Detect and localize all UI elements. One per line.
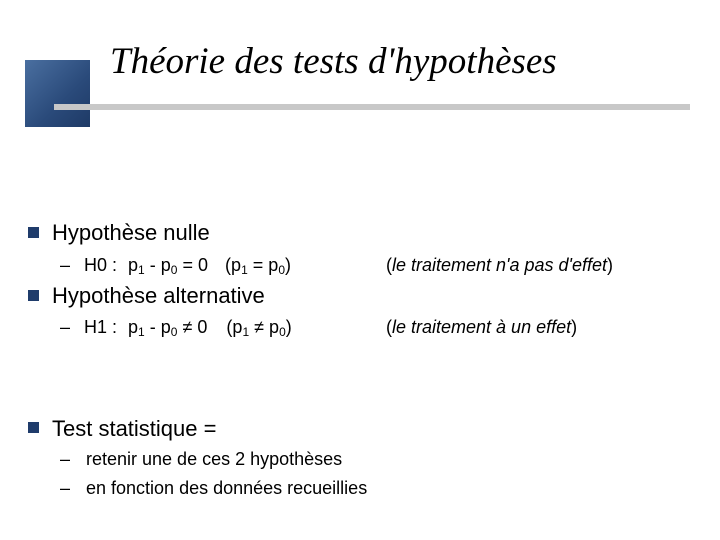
title-decoration-square: [25, 60, 90, 127]
square-bullet-icon: [28, 227, 39, 238]
h1-equation: $p_1 - p_0 \ne 0$: [128, 317, 208, 339]
h1-interpretation: (le traitement à un effet): [386, 317, 578, 337]
en-dash-icon: –: [60, 317, 71, 337]
h0-label: H0 :: [84, 255, 118, 275]
en-dash-icon: –: [60, 255, 71, 275]
h0-equivalent: $(p_1 = p_0)$: [225, 255, 291, 277]
h0-equation: $p_1 - p_0 = 0$: [128, 255, 209, 277]
bullet-alternative-hypothesis: Hypothèse alternative: [52, 283, 265, 308]
h1-label: H1 :: [84, 317, 118, 337]
title-underline: [54, 104, 690, 110]
bullet-test-statistic: Test statistique =: [52, 416, 217, 441]
slide-title: Théorie des tests d'hypothèses: [110, 41, 557, 82]
square-bullet-icon: [28, 290, 39, 301]
en-dash-icon: –: [60, 449, 71, 469]
h0-interpretation: (le traitement n'a pas d'effet): [386, 255, 613, 275]
sub-bullet-retain: retenir une de ces 2 hypothèses: [86, 449, 343, 469]
en-dash-icon: –: [60, 478, 71, 498]
h1-equivalent: $(p_1 \ne p_0)$: [226, 317, 292, 339]
sub-bullet-data: en fonction des données recueillies: [86, 478, 368, 498]
bullet-null-hypothesis: Hypothèse nulle: [52, 220, 210, 245]
null-hypothesis-formula: [84, 254, 291, 276]
square-bullet-icon: [28, 422, 39, 433]
alternative-hypothesis-formula: [84, 316, 292, 338]
